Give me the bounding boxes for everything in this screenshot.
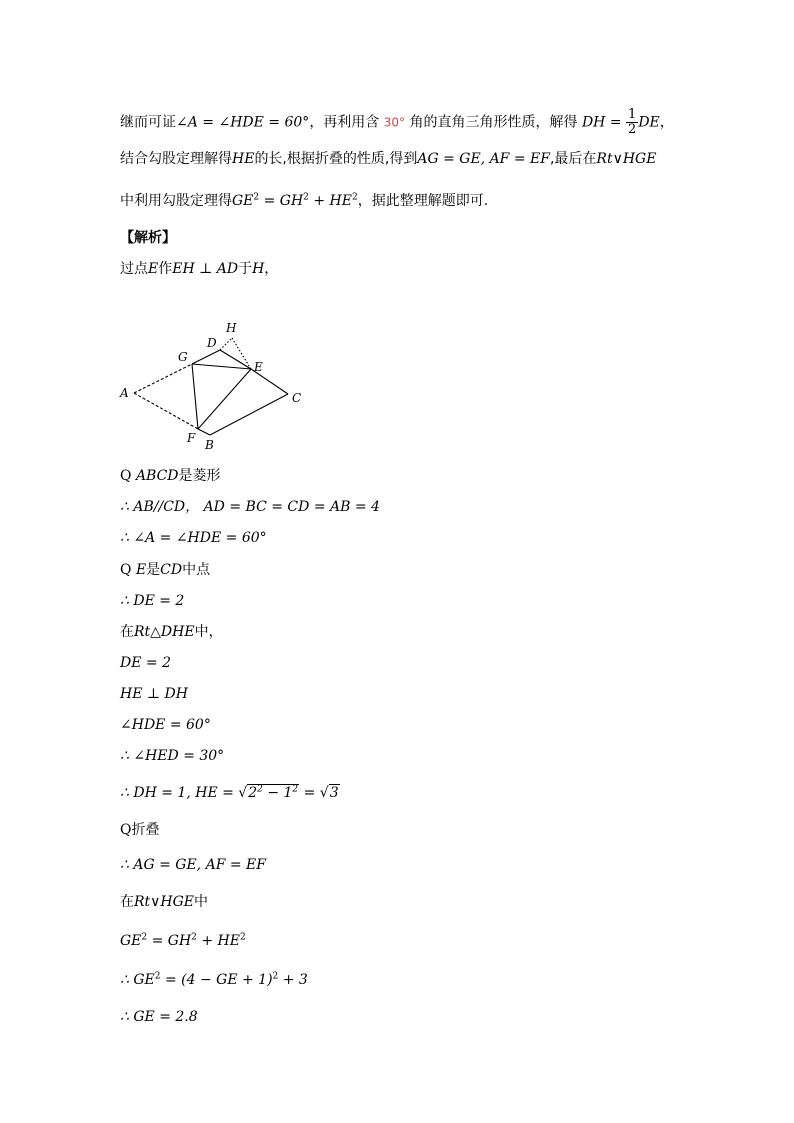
label-H: H xyxy=(226,321,237,335)
math: = xyxy=(299,785,320,801)
text: 角的直角三角形性质，解得 xyxy=(409,114,578,131)
label-B: B xyxy=(205,438,214,452)
math: H xyxy=(252,261,265,277)
math: DH = xyxy=(581,114,627,131)
math: + HE xyxy=(196,933,240,949)
edge-C-B xyxy=(210,394,288,435)
radicand xyxy=(247,784,299,801)
edge-H-E-dotted xyxy=(232,338,251,369)
superscript: 2 xyxy=(303,192,309,203)
superscript: 2 xyxy=(191,932,197,943)
text: ， xyxy=(264,261,279,277)
label-E: E xyxy=(254,360,263,374)
math: = GH xyxy=(147,933,192,949)
text: 中利用勾股定理得 xyxy=(120,193,232,209)
proof-line-16 xyxy=(120,970,308,990)
superscript: 2 xyxy=(141,932,148,943)
math: ABCD xyxy=(135,468,179,484)
math: ∴ GE xyxy=(120,972,155,988)
math: E xyxy=(148,261,159,277)
text: 过点 xyxy=(120,261,148,277)
edge-D-H-dotted xyxy=(220,338,232,350)
proof-line-15 xyxy=(120,931,246,951)
step-1 xyxy=(120,259,278,279)
label-A: A xyxy=(120,386,129,400)
proof-line-3: ∴ ∠A = ∠HDE = 60° xyxy=(120,530,267,546)
text: 于 xyxy=(238,261,253,277)
proof-line-9: ∠HDE = 60° xyxy=(120,717,211,733)
label-G: G xyxy=(178,350,188,364)
superscript: 2 xyxy=(239,932,246,943)
edge-G-F xyxy=(192,364,198,429)
sqrt-expression xyxy=(238,783,299,803)
geometry-figure xyxy=(112,316,312,456)
text: 中， xyxy=(194,624,223,640)
proof-line-11 xyxy=(120,783,340,803)
edge-D-E xyxy=(220,350,251,369)
math: − 1 xyxy=(262,785,293,801)
text: ，再利用含 xyxy=(309,114,380,131)
proof-line-1 xyxy=(120,466,221,486)
edge-F-B xyxy=(198,429,210,435)
because-symbol: Q xyxy=(120,468,132,484)
superscript: 2 xyxy=(292,784,299,795)
text: 中 xyxy=(194,894,209,910)
proof-line-12 xyxy=(120,820,159,840)
superscript: 2 xyxy=(253,192,260,203)
label-F: F xyxy=(187,431,196,445)
proof-line-6 xyxy=(120,622,223,642)
section-heading: 【解析】 xyxy=(120,230,176,246)
math: Rt△DHE xyxy=(134,624,195,640)
edge-A-F-dashed xyxy=(134,393,198,429)
math: 2 xyxy=(248,785,258,801)
edge-A-G-dashed xyxy=(134,364,192,393)
text: 折叠 xyxy=(131,822,160,838)
intro-line-3 xyxy=(120,191,488,211)
math: EH ⊥ AD xyxy=(172,261,239,277)
text: 继而可证 xyxy=(120,114,176,131)
proof-line-5: ∴ DE = 2 xyxy=(120,593,185,609)
intro-line-2 xyxy=(120,149,656,169)
math: CD xyxy=(160,562,183,578)
denominator: 2 xyxy=(628,122,637,137)
proof-line-10: ∴ ∠HED = 30° xyxy=(120,748,225,764)
math: = GH xyxy=(259,193,304,209)
superscript: 2 xyxy=(257,784,263,795)
math: HE xyxy=(232,151,255,167)
text: ，据此整理解题即可. xyxy=(357,193,489,209)
edge-F-E xyxy=(198,369,251,429)
text: 作 xyxy=(158,261,173,277)
text: ,最后在 xyxy=(549,151,597,167)
math: GE xyxy=(120,933,142,949)
math: = (4 − GE + 1) xyxy=(160,972,273,988)
radical-sign: √ xyxy=(319,785,329,801)
because-symbol: Q xyxy=(120,822,132,838)
superscript: 2 xyxy=(154,971,161,982)
edge-G-D xyxy=(192,350,220,364)
intro-line-1 xyxy=(120,108,674,137)
text: ， xyxy=(659,114,674,131)
numerator: 1 xyxy=(628,107,637,122)
math: + 3 xyxy=(278,972,308,988)
highlight-30deg: 30° xyxy=(383,115,406,130)
fraction-half xyxy=(626,108,638,137)
because-symbol: Q xyxy=(120,562,132,578)
text: 是 xyxy=(146,562,161,578)
math: + HE xyxy=(308,193,352,209)
superscript: 2 xyxy=(351,192,358,203)
proof-line-17: ∴ GE = 2.8 xyxy=(120,1009,198,1025)
text: 中点 xyxy=(182,562,211,578)
proof-line-7: DE = 2 xyxy=(120,655,171,671)
text: 在 xyxy=(120,624,134,640)
radicand: 3 xyxy=(329,785,339,801)
superscript: 2 xyxy=(272,971,279,982)
text: 是菱形 xyxy=(178,468,221,484)
text: 结合勾股定理解得 xyxy=(120,151,232,167)
math: ∠A = ∠HDE = 60° xyxy=(176,114,310,131)
math: GE xyxy=(232,193,254,209)
text: 在 xyxy=(120,894,134,910)
math: E xyxy=(135,562,147,578)
label-C: C xyxy=(292,391,302,405)
proof-line-8: HE ⊥ DH xyxy=(120,686,188,702)
math: ∴ DH = 1, HE = xyxy=(120,785,239,801)
proof-line-13: ∴ AG = GE, AF = EF xyxy=(120,857,266,873)
math: AG = GE, AF = EF xyxy=(417,151,550,167)
label-D: D xyxy=(207,336,217,350)
text: 的长,根据折叠的性质,得到 xyxy=(254,151,418,167)
edge-G-E xyxy=(192,364,251,369)
math: DE xyxy=(638,114,660,131)
math: Rt∨HGE xyxy=(134,894,195,910)
math: Rt∨HGE xyxy=(596,151,657,167)
proof-line-2: ∴ AB//CD， AD = BC = CD = AB = 4 xyxy=(120,499,380,515)
proof-line-14 xyxy=(120,892,208,912)
sqrt-three xyxy=(320,783,340,803)
proof-line-4 xyxy=(120,560,210,580)
radical-sign: √ xyxy=(238,785,248,801)
